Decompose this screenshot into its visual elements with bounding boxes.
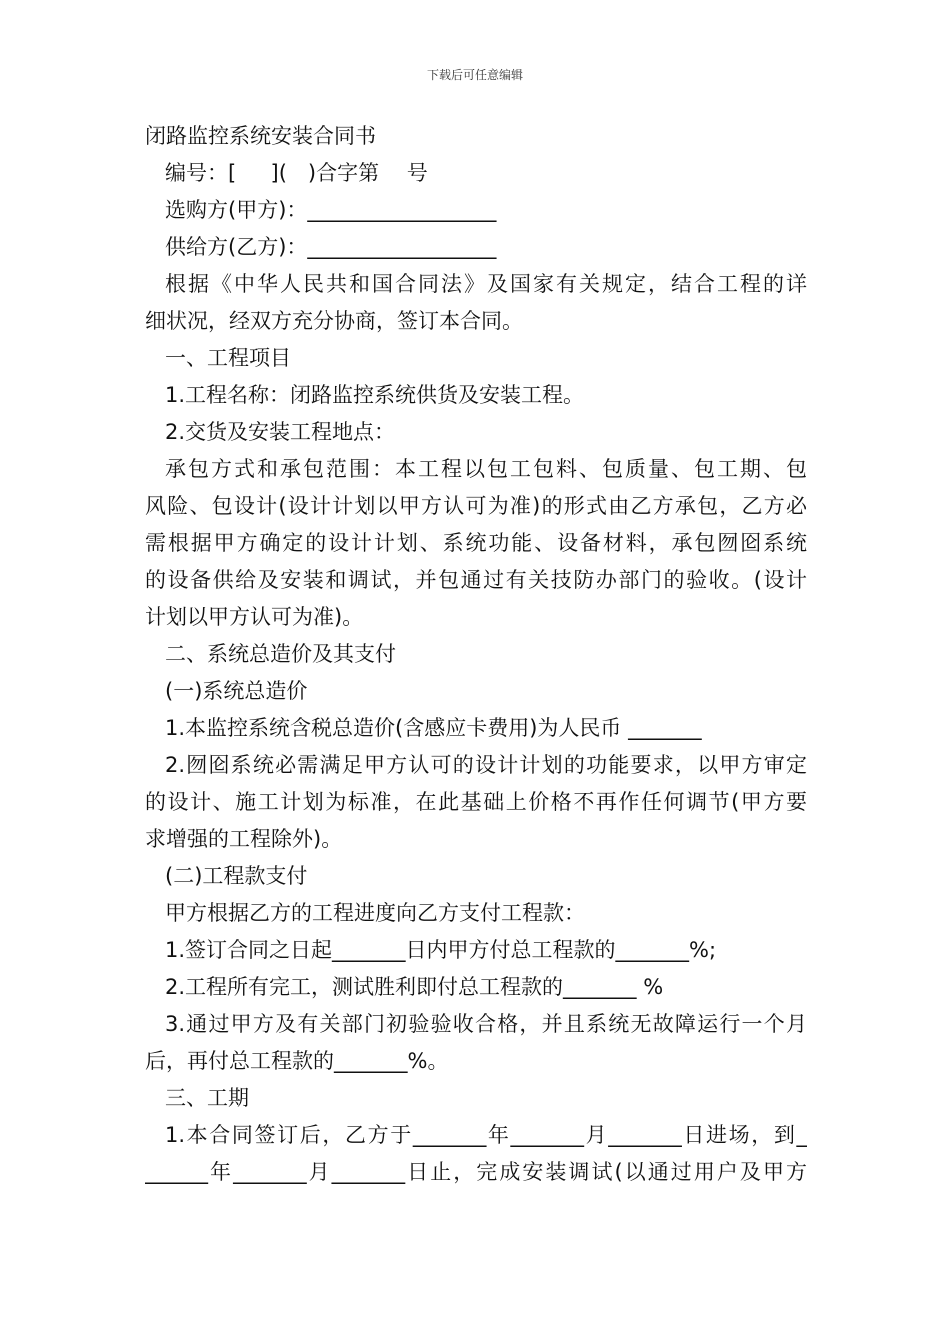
text-line: (二)工程款支付 <box>165 864 308 888</box>
contract-body <box>145 118 807 1191</box>
text-line: 1.工程名称：闭路监控系统供货及安装工程。 <box>165 383 585 407</box>
text-line: 需根据甲方确定的设计计划、系统功能、设备材料，承包囫囵系统 <box>145 531 807 555</box>
text-line: 的设计、施工计划为标准，在此基础上价格不再作任何调节(甲方要 <box>145 790 807 814</box>
page-header: 下载后可任意编辑 <box>426 68 523 82</box>
text-line: 承包方式和承包范围：本工程以包工包料、包质量、包工期、包 <box>165 457 807 481</box>
text-line: 供给方(乙方)：__________________ <box>165 235 497 259</box>
text-line: 二、系统总造价及其支付 <box>165 642 396 666</box>
text-line: 闭路监控系统安装合同书 <box>145 124 376 148</box>
text-line: 3.通过甲方及有关部门初验验收合格，并且系统无故障运行一个月 <box>165 1012 807 1036</box>
text-line: 2.囫囵系统必需满足甲方认可的设计计划的功能要求，以甲方审定 <box>165 753 807 777</box>
text-line: 风险、包设计(设计计划以甲方认可为准)的形式由乙方承包，乙方必 <box>145 494 807 518</box>
text-line: 后，再付总工程款的_______%。 <box>145 1049 449 1073</box>
text-line: 细状况，经双方充分协商，签订本合同。 <box>145 309 523 333</box>
text-line: 2.工程所有完工，测试胜利即付总工程款的_______ % <box>165 975 664 999</box>
text-line: 计划以甲方认可为准)。 <box>145 605 364 629</box>
text-line: 编号：[ ]( )合字第 号 <box>165 161 428 185</box>
text-line: (一)系统总造价 <box>165 679 308 703</box>
text-line: 1.本监控系统含税总造价(含感应卡费用)为人民币 _______ <box>165 716 702 740</box>
text-line: 一、工程项目 <box>165 346 291 370</box>
text-line: 三、工期 <box>165 1086 249 1110</box>
text-line: 选购方(甲方)：__________________ <box>165 198 497 222</box>
text-line: 求增强的工程除外)。 <box>145 827 343 851</box>
text-line: 甲方根据乙方的工程进度向乙方支付工程款： <box>165 901 585 925</box>
text-line: 根据《中华人民共和国合同法》及国家有关规定，结合工程的详 <box>165 272 807 296</box>
text-line: 2.交货及安装工程地点： <box>165 420 396 444</box>
text-line: ______年_______月_______日止，完成安装调试(以通过用户及甲方 <box>145 1160 807 1184</box>
text-line: 1.本合同签订后，乙方于_______年_______月_______日进场，到_ <box>165 1123 807 1147</box>
text-line: 的设备供给及安装和调试，并包通过有关技防办部门的验收。(设计 <box>145 568 807 592</box>
text-line: 1.签订合同之日起_______日内甲方付总工程款的_______%; <box>165 938 717 962</box>
